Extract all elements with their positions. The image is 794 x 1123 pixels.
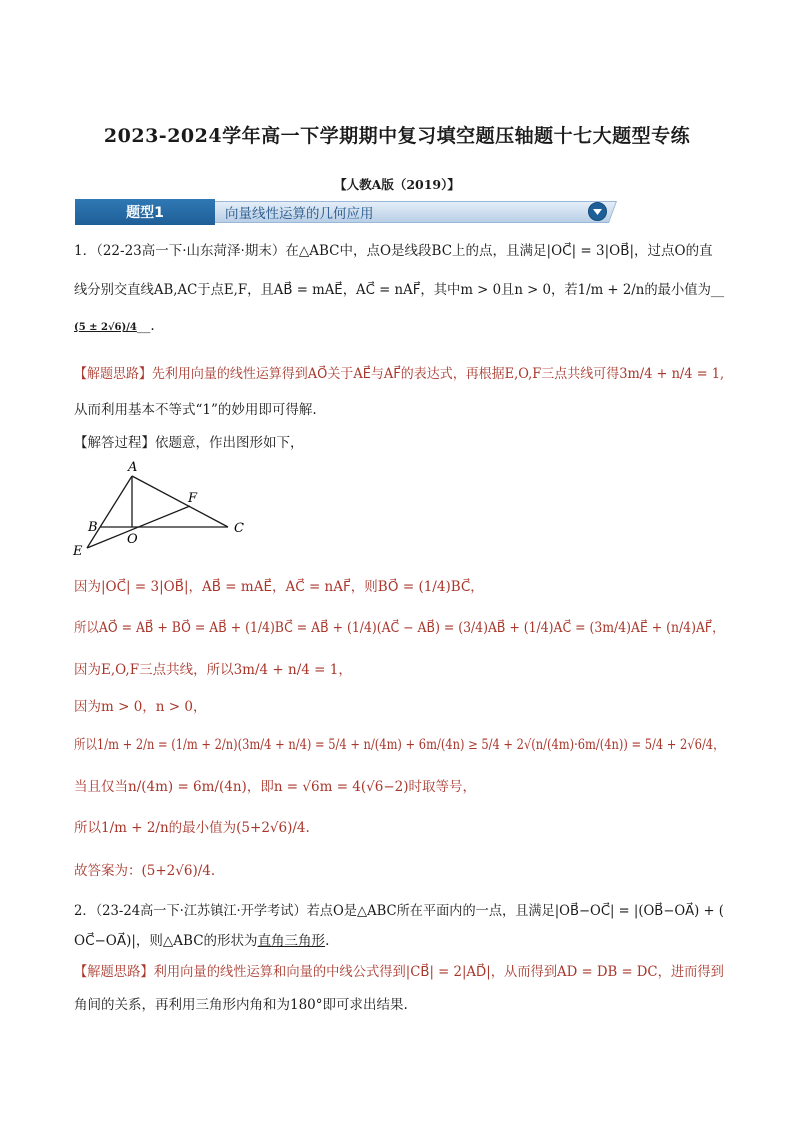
- section-topic: 向量线性运算的几何应用: [225, 206, 374, 222]
- q1-step-3: 因为E,O,F三点共线，所以3m/4 + n/4 = 1，: [74, 662, 352, 678]
- q1-answer-line: [74, 316, 155, 338]
- section-banner: [75, 199, 613, 225]
- q1-idea-line2: 从而利用基本不等式“1”的妙用即可得解.: [74, 402, 317, 418]
- q2-idea-line1: 【解题思路】利用向量的线性运算和向量的中线公式得到|CB⃗| = 2|AD⃗|，从而得到AD = DB = DC，进而得到: [74, 964, 724, 980]
- q2-stem-line2-pre: OC⃗−OA⃗)|，则△ABC的形状为: [74, 933, 258, 949]
- triangle-figure: [70, 458, 255, 558]
- q2-stem-line2-post: .: [325, 933, 330, 949]
- document-title: 2023-2024学年高一下学期期中复习填空题压轴题十七大题型专练: [103, 125, 691, 147]
- label-E: E: [73, 544, 83, 558]
- label-B: B: [88, 520, 98, 535]
- q1-idea-line1: 【解题思路】先利用向量的线性运算得到AO⃗关于AE⃗与AF⃗的表达式，再根据E,O,F三点共线可得3m/4 + n/4 = 1,: [74, 366, 725, 382]
- q1-step-4: 因为m > 0，n > 0，: [74, 699, 207, 715]
- q1-stem-line1: 1．（22-23高一下·山东菏泽·期末）在△ABC中，点O是线段BC上的点，且满足|OC⃗| = 3|OB⃗|，过点O的直: [74, 243, 713, 259]
- q1-step-7: 所以1/m + 2/n的最小值为(5+2√6)/4.: [74, 820, 310, 836]
- q1-step-1: 因为|OC⃗| = 3|OB⃗|，AB⃗ = mAE⃗，AC⃗ = nAF⃗，则BO⃗ = (1/4)BC⃗，: [74, 579, 484, 595]
- q2-stem-line2: [74, 931, 329, 951]
- label-O: O: [127, 532, 138, 547]
- document-subtitle: 【人教A版（2019）】: [334, 177, 460, 192]
- chevron-down-icon[interactable]: [588, 202, 607, 221]
- q1-step-6: 当且仅当n/(4m) = 6m/(4n)，即n = √6m = 4(√6−2)时取等号，: [74, 779, 477, 795]
- q1-process-label: 【解答过程】依题意，作出图形如下，: [74, 435, 304, 451]
- q1-step-8: 故答案为：(5+2√6)/4.: [74, 863, 216, 879]
- label-C: C: [234, 521, 244, 536]
- q1-stem-line2: 线分别交直线AB,AC于点E,F，且AB⃗ = mAE⃗，AC⃗ = nAF⃗，其中m > 0且n > 0，若1/m + 2/n的最小值为__: [74, 282, 725, 298]
- q1-step-5: 所以1/m + 2/n = (1/m + 2/n)(3m/4 + n/4) = 5/4 + n/(4m) + 6m/(4n) ≥ 5/4 + 2√(n/(4m)·6m/(4n)) = 5/4 + 2√6/4，: [74, 737, 725, 753]
- q1-step-2: 所以AO⃗ = AB⃗ + BO⃗ = AB⃗ + (1/4)BC⃗ = AB⃗ + (1/4)(AC⃗ − AB⃗) = (3/4)AB⃗ + (1/4)AC⃗ = (3m/4)AE⃗ + (n/4)AF⃗，: [74, 620, 725, 636]
- q2-stem-line1: 2．（23-24高一下·江苏镇江·开学考试）若点O是△ABC所在平面内的一点，且满足|OB⃗−OC⃗| = |(OB⃗−OA⃗) + (: [74, 903, 724, 919]
- q1-answer: (5 ± 2√6)/4: [74, 322, 137, 333]
- q2-idea-line2: 角间的关系，再利用三角形内角和为180°即可求出结果.: [74, 997, 408, 1013]
- q2-answer: 直角三角形: [257, 933, 326, 949]
- section-badge: 题型1: [126, 205, 164, 221]
- label-F: F: [188, 491, 198, 506]
- label-A: A: [128, 460, 138, 475]
- q1-answer-tail: __.: [136, 318, 155, 334]
